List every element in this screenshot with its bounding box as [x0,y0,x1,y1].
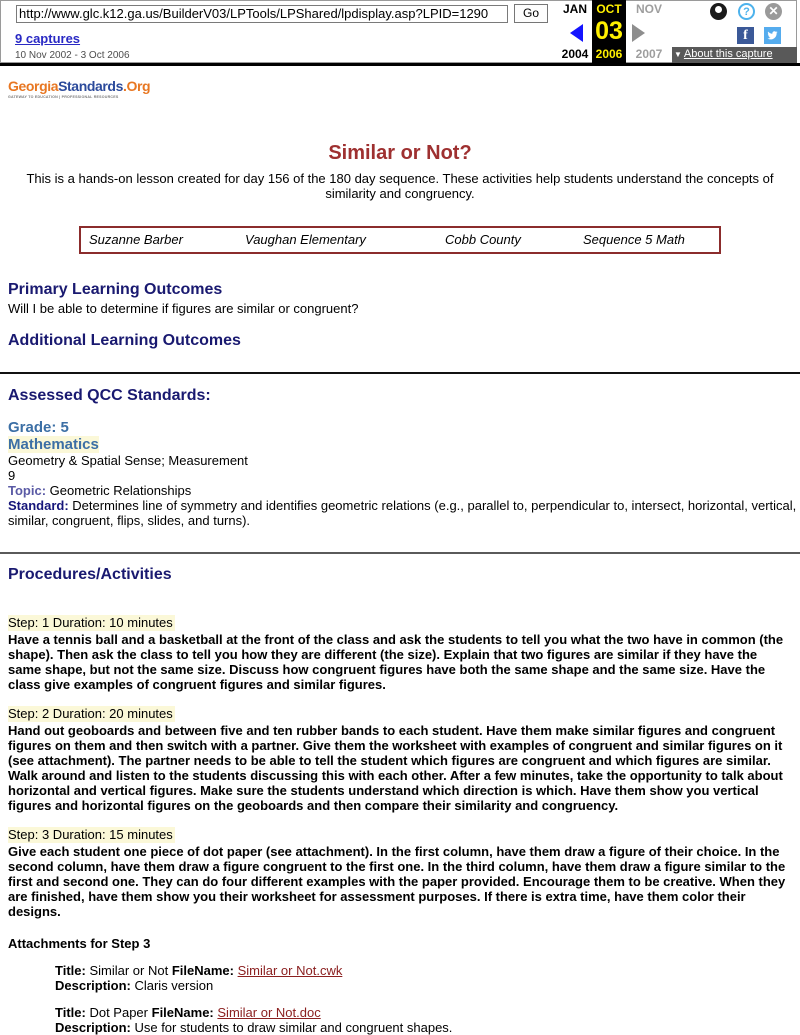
qcc-topic-label: Topic: [8,483,47,498]
step-1-body: Have a tennis ball and a basketball at the front of the class and ask the students to tell you what the two have in common (the shape). Then ask the class to tell you how they are different (the size). Explain that two figures are similar if they have the same shape, but not the same size. Discuss how congruent figures have both the same shape and the same size. Have the class give examples of congruent figures and similar figures. [8,632,784,692]
qcc-number: 9 [8,468,16,483]
prev-month-label: JAN [562,2,587,16]
attachment-2-description: Use for students to draw similar and congruent shapes. [134,1020,453,1035]
attachment-item-2 [55,1005,800,1035]
current-year-label: 2006 [595,47,623,61]
current-capture-column [592,0,626,63]
twitter-share-icon[interactable] [764,27,781,44]
qcc-standard-label: Standard: [8,498,69,513]
next-year-label: 2007 [635,47,663,61]
current-month-label: OCT [596,2,622,16]
about-this-capture-label: About this capture [683,48,773,60]
qcc-topic-row [8,483,800,498]
description-label: Description: [55,1020,131,1035]
step-2-tag: Step: 2 Duration: 20 minutes [8,706,173,721]
captures-count-link[interactable]: 9 captures [15,31,81,46]
qcc-topic-value: Geometric Relationships [49,483,192,498]
logo-tagline: GATEWAY TO EDUCATION | PROFESSIONAL RESOURCES [8,95,119,99]
step-3-body: Give each student one piece of dot paper (see attachment). In the first column, have them draw a figure of their choice. In the second column, have them draw a figure congruent to the first one. In the third column, have them draw a figure similar to the first and second one. They can do four different examples with the paper provided. Encourage them to be creative. When they are finished, have them show you their worksheet for assessment purposes. If there is extra time, have them color their designs. [8,844,786,919]
prev-year-label: 2004 [561,47,589,61]
assessed-qcc-standards-heading: Assessed QCC Standards: [8,387,211,404]
url-input[interactable] [16,5,508,23]
capture-date-range: 10 Nov 2002 - 3 Oct 2006 [15,50,130,61]
wayback-toolbar [0,0,800,66]
current-day-label: 03 [595,17,623,45]
attachment-1-title: Similar or Not [89,963,169,978]
attachment-1-description: Claris version [134,978,214,993]
sequence-cell: Sequence 5 Math [583,232,685,247]
help-icon[interactable]: ? [738,3,755,20]
logo-wordmark [8,78,151,94]
go-button[interactable]: Go [514,4,548,23]
attachment-1-title-row [55,963,800,978]
logo-georgia-text: Georgia [8,78,59,94]
school-name-cell: Vaughan Elementary [245,232,366,247]
qcc-grade: Grade: 5 [8,419,69,436]
logo-standards-text: Standards [58,78,123,94]
attachment-2-title: Dot Paper [89,1005,148,1020]
qcc-standard-row [8,498,800,528]
lesson-description: This is a hands-on lesson created for day 156 of the 180 day sequence. These activities help students understand the concepts of similarity and congruency. [26,171,774,201]
attachment-1-description-row [55,978,800,993]
step-2-body: Hand out geoboards and between five and ten rubber bands to each student. Have them make similar figures and congruent figures on them and then switch with a partner. Give them the worksheet with examples of congruent and similar figures on it (see attachment). The partner needs to be able to tell the student which figures are congruent and which figures are similar. Walk around and listen to the students discussing this with each other. After a few minutes, take the opportunity to talk about horizontal and vertical figures. Make sure the students understand which direction is which. Have them show you vertical figures and horizontal figures on the geoboards and then compare their similarity and congruency. [8,723,783,813]
url-bar-row [16,4,548,23]
lesson-info-table [79,226,721,254]
primary-learning-outcomes-heading: Primary Learning Outcomes [8,281,223,298]
qcc-subject-label: Mathematics [8,436,99,453]
step-3-tag: Step: 3 Duration: 15 minutes [8,827,173,842]
next-month-label: NOV [635,2,662,16]
filename-label: FileName: [151,1005,214,1020]
user-account-icon[interactable] [710,3,727,20]
attachment-2-file-link[interactable]: Similar or Not.doc [217,1005,321,1020]
filename-label: FileName: [171,963,234,978]
attachment-2-title-row [55,1005,800,1020]
qcc-strand: Geometry & Spatial Sense; Measurement [8,453,248,468]
table-row [80,227,720,253]
additional-learning-outcomes-heading: Additional Learning Outcomes [8,332,241,349]
close-icon[interactable]: ✕ [765,3,782,20]
page-title: Similar or Not? [328,142,472,164]
about-this-capture-button[interactable] [672,47,797,63]
primary-learning-outcomes-text: Will I be able to determine if figures are similar or congruent? [8,301,359,316]
title-label: Title: [55,1005,86,1020]
lesson-plan-page [0,79,800,1035]
teacher-name-cell: Suzanne Barber [89,232,183,247]
procedures-activities-heading: Procedures/Activities [8,566,172,583]
chevron-down-icon: ▼ [674,50,682,59]
attachment-2-description-row [55,1020,800,1035]
step-1-tag: Step: 1 Duration: 10 minutes [8,615,173,630]
district-name-cell: Cobb County [445,232,521,247]
qcc-subject [8,436,800,453]
attachment-1-file-link[interactable]: Similar or Not.cwk [237,963,343,978]
facebook-share-icon[interactable]: f [737,27,754,44]
description-label: Description: [55,978,131,993]
qcc-standard-value: Determines line of symmetry and identifies geometric relations (e.g., parallel to, perpendicular to, intersect, horizontal, vertical, similar, congruent, flips, slides, and turns). [8,498,797,528]
title-label: Title: [55,963,86,978]
next-capture-arrow-icon[interactable] [632,24,645,42]
previous-capture-arrow-icon[interactable] [570,24,583,42]
attachments-heading: Attachments for Step 3 [8,936,151,951]
logo-org-text: .Org [122,78,151,94]
georgiastandards-logo[interactable] [8,78,151,99]
attachment-item-1 [55,963,800,993]
